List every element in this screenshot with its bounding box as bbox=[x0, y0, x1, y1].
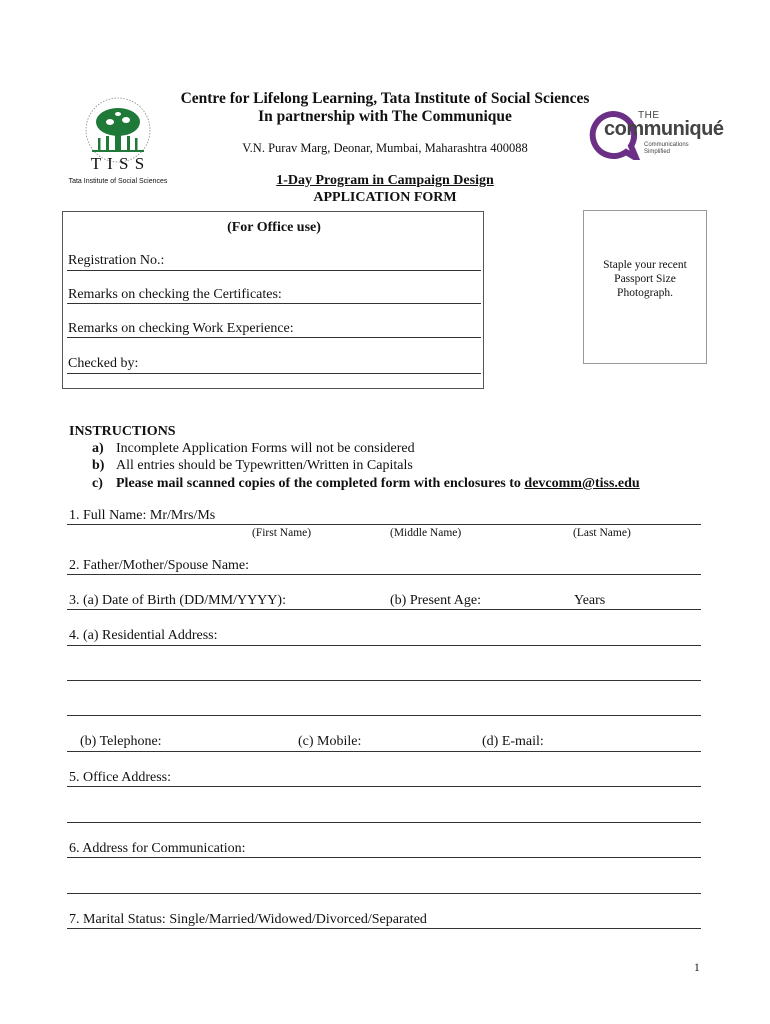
comm-address-label: 6. Address for Communication: bbox=[69, 841, 246, 856]
residential-address-line-2[interactable] bbox=[67, 680, 701, 681]
institute-title: Centre for Lifelong Learning, Tata Institute of Social Sciences bbox=[180, 90, 590, 107]
instructions-heading: INSTRUCTIONS bbox=[69, 424, 176, 439]
partnership-subtitle: In partnership with The Communique bbox=[258, 108, 512, 125]
instruction-text-a: Incomplete Application Forms will not be considered bbox=[116, 441, 415, 456]
photo-instruction-2: Passport Size bbox=[614, 273, 676, 285]
instruction-email-link[interactable]: devcomm@tiss.edu bbox=[524, 476, 640, 491]
years-label: Years bbox=[574, 593, 606, 608]
checked-by-line bbox=[67, 373, 481, 374]
telephone-label: (b) Telephone: bbox=[80, 734, 162, 749]
office-use-heading: (For Office use) bbox=[227, 220, 321, 235]
remarks-certificates-line bbox=[67, 303, 481, 304]
photo-instruction-1: Staple your recent bbox=[603, 259, 687, 271]
instruction-marker-c: c) bbox=[92, 476, 103, 491]
communique-the: THE bbox=[638, 110, 660, 121]
first-name-caption: (First Name) bbox=[252, 527, 312, 539]
father-name-line[interactable] bbox=[67, 574, 701, 575]
instruction-text-c bbox=[116, 476, 640, 492]
father-name-label: 2. Father/Mother/Spouse Name: bbox=[69, 558, 250, 573]
communique-logo bbox=[586, 110, 726, 160]
communique-tagline-2: Simplified bbox=[644, 149, 671, 155]
full-name-line[interactable] bbox=[67, 524, 701, 525]
page-number: 1 bbox=[694, 962, 700, 974]
office-address-line-2[interactable] bbox=[67, 822, 701, 823]
remarks-work-line bbox=[67, 337, 481, 338]
tiss-logo-tagline: Tata Institute of Social Sciences bbox=[68, 178, 168, 185]
residential-address-line-1[interactable] bbox=[67, 645, 701, 646]
instruction-marker-b: b) bbox=[92, 458, 105, 473]
office-address-label: 5. Office Address: bbox=[69, 770, 171, 785]
office-address-line-1[interactable] bbox=[67, 786, 701, 787]
communique-tagline-1: Communications bbox=[644, 142, 689, 148]
photo-instruction-3: Photograph. bbox=[617, 287, 673, 299]
form-title: APPLICATION FORM bbox=[313, 190, 457, 205]
tiss-logo-label: T I S S bbox=[90, 154, 146, 173]
residential-address-line-3[interactable] bbox=[67, 715, 701, 716]
last-name-caption: (Last Name) bbox=[573, 527, 631, 539]
remarks-certificates-label: Remarks on checking the Certificates: bbox=[68, 287, 282, 302]
email-label: (d) E-mail: bbox=[482, 734, 544, 749]
photo-box[interactable] bbox=[583, 210, 707, 364]
comm-address-line-2[interactable] bbox=[67, 893, 701, 894]
middle-name-caption: (Middle Name) bbox=[390, 527, 462, 539]
remarks-work-label: Remarks on checking Work Experience: bbox=[68, 321, 294, 336]
marital-status-label: 7. Marital Status: Single/Married/Widowed/Divorced/Separated bbox=[69, 912, 427, 927]
instruction-marker-a: a) bbox=[92, 441, 104, 456]
registration-label: Registration No.: bbox=[68, 253, 165, 268]
instruction-text-b: All entries should be Typewritten/Written in Capitals bbox=[116, 458, 413, 473]
residential-address-label: 4. (a) Residential Address: bbox=[69, 628, 218, 643]
institute-address: V.N. Purav Marg, Deonar, Mumbai, Maharashtra 400088 bbox=[242, 141, 528, 155]
office-use-box bbox=[62, 211, 484, 389]
present-age-label: (b) Present Age: bbox=[390, 593, 481, 608]
full-name-label: 1. Full Name: Mr/Mrs/Ms bbox=[69, 508, 216, 523]
mobile-label: (c) Mobile: bbox=[298, 734, 362, 749]
comm-address-line-1[interactable] bbox=[67, 857, 701, 858]
instruction-text-c-body: Please mail scanned copies of the completed form with enclosures to bbox=[116, 476, 521, 491]
dob-label: 3. (a) Date of Birth (DD/MM/YYYY): bbox=[69, 593, 286, 608]
marital-status-line[interactable] bbox=[67, 928, 701, 929]
registration-line bbox=[67, 270, 481, 271]
contact-line[interactable] bbox=[67, 751, 701, 752]
checked-by-label: Checked by: bbox=[68, 356, 139, 371]
communique-name: communiqué bbox=[604, 118, 724, 140]
program-title: 1-Day Program in Campaign Design bbox=[276, 173, 494, 188]
dob-line[interactable] bbox=[67, 609, 701, 610]
